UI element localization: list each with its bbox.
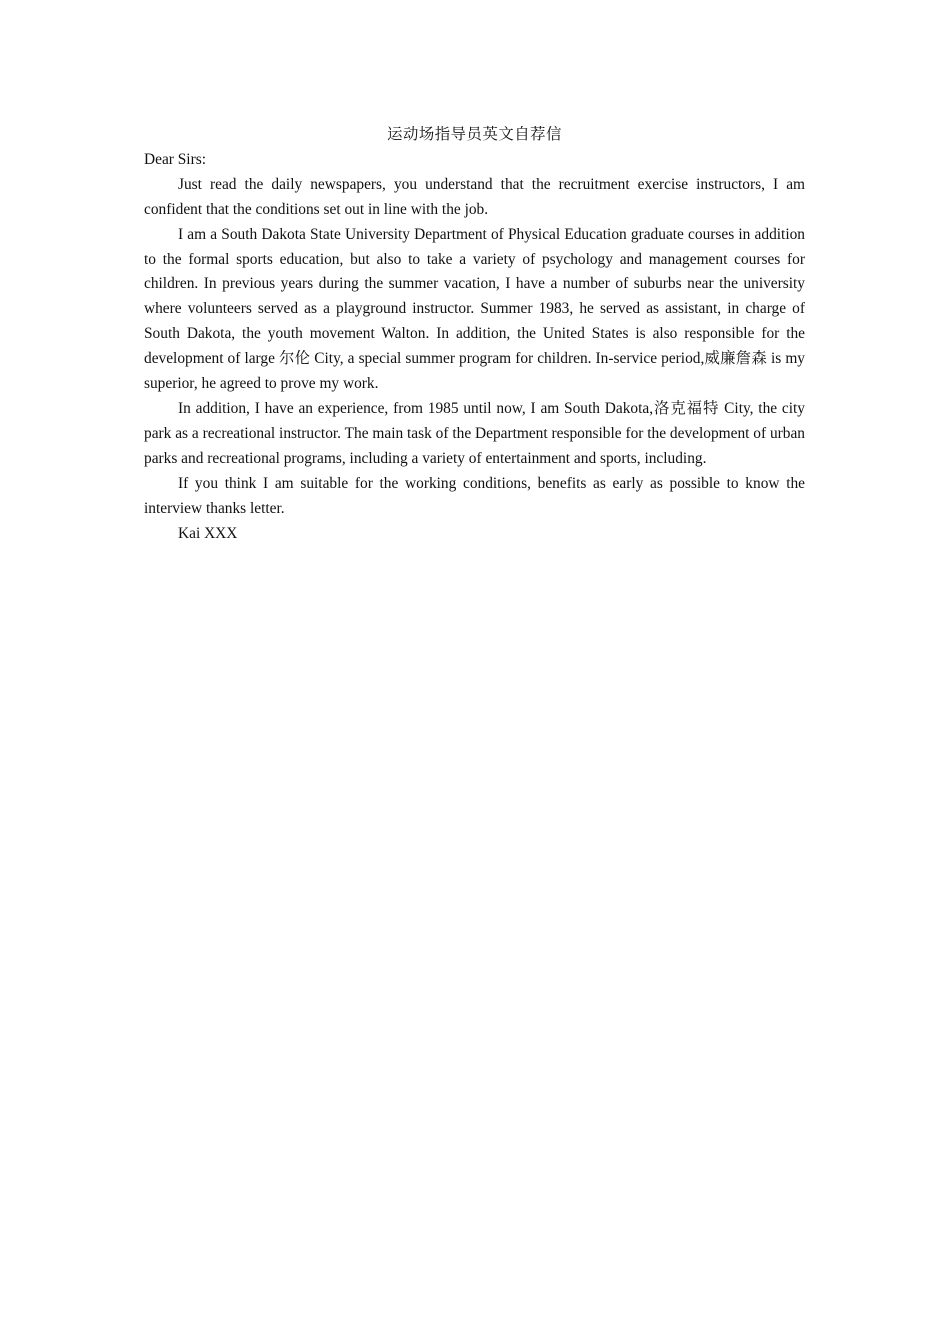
letter-paragraph-1: Just read the daily newspapers, you understand that the recruitment exercise instructors, I am confident that the conditions set out in line with the job. — [144, 175, 805, 218]
letter-salutation: Dear Sirs: — [144, 150, 206, 168]
letter-paragraph-3: In addition, I have an experience, from 1985 until now, I am South Dakota,洛克福特 City, the city park as a recreational instructor. The main task of the Department responsible for the development of urban parks and recreational programs, including a variety of entertainment and sports, including. — [144, 399, 805, 467]
letter-signature: Kai XXX — [178, 524, 238, 542]
letter-title: 运动场指导员英文自荐信 — [387, 126, 562, 143]
letter-paragraph-4: If you think I am suitable for the working conditions, benefits as early as possible to know the interview thanks letter. — [144, 474, 805, 517]
letter-page — [144, 123, 805, 546]
letter-paragraph-2: I am a South Dakota State University Department of Physical Education graduate courses in addition to the formal sports education, but also to take a variety of psychology and management courses for children. In previous years during the summer vacation, I have a number of suburbs near the university where volunteers served as a playground instructor. Summer 1983, he served as assistant, in charge of South Dakota, the youth movement Walton. In addition, the United States is also responsible for the development of large 尔伦 City, a special summer program for children. In-service period,威廉詹森 is my superior, he agreed to prove my work. — [144, 225, 805, 393]
